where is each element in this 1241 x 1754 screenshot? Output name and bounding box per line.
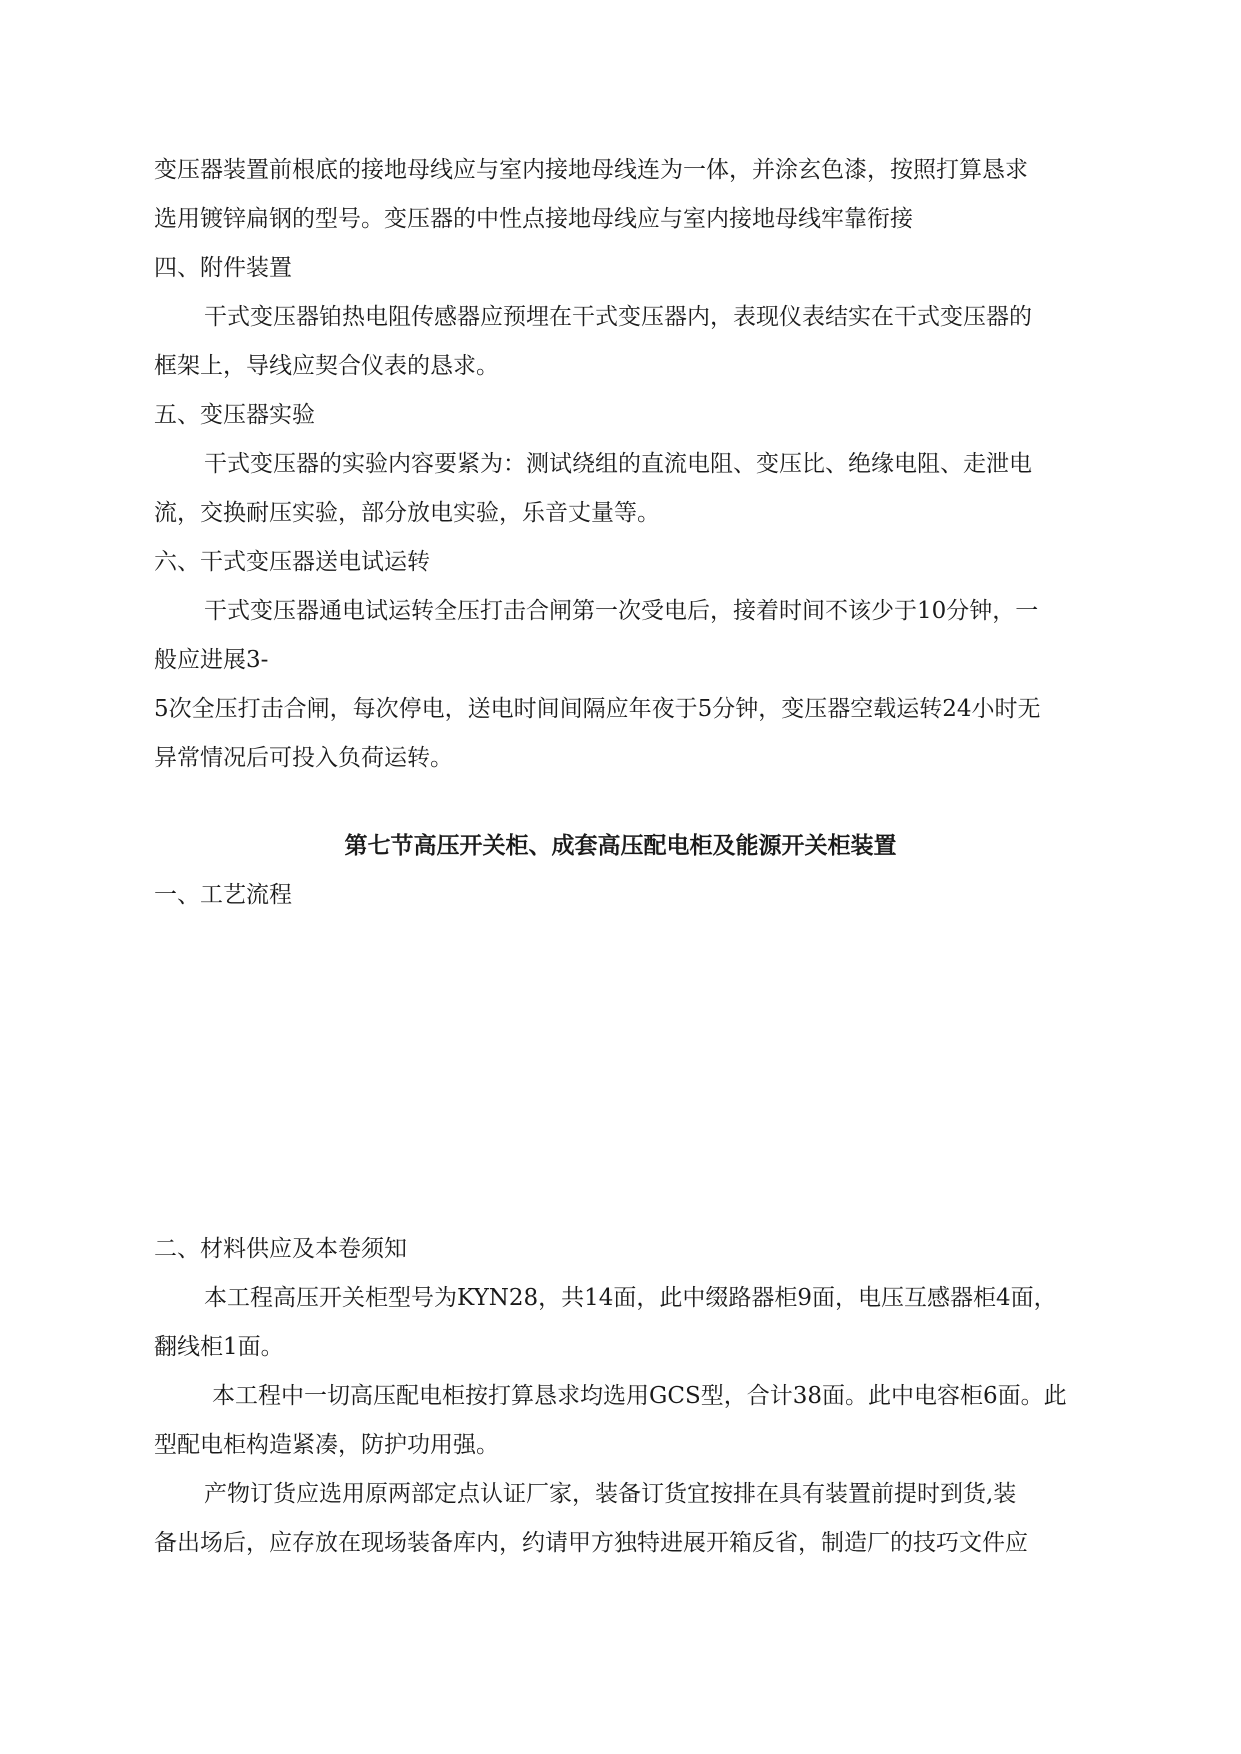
body-line: 备出场后，应存放在现场装备库内，约请甲方独特进展开箱反省，制造厂的技巧文件应 (154, 1530, 1028, 1556)
body-line: 流，交换耐压实验，部分放电实验，乐音丈量等。 (154, 500, 660, 526)
body-line: 干式变压器铂热电阻传感器应预埋在干式变压器内，表现仪表结实在干式变压器的 (204, 304, 1032, 330)
subsection-heading: 四、附件装置 (154, 255, 292, 281)
body-line: 干式变压器的实验内容要紧为：测试绕组的直流电阻、变压比、绝缘电阻、走泄电 (204, 451, 1032, 477)
body-line: 产物订货应选用原两部定点认证厂家，装备订货宜按排在具有装置前提时到货,装 (204, 1481, 1017, 1507)
body-line: 选用镀锌扁钢的型号。变压器的中性点接地母线应与室内接地母线牢靠衔接 (154, 206, 913, 232)
body-line: 本工程高压开关柜型号为KYN28，共14面，此中缀路器柜9面，电压互感器柜4面， (204, 1285, 1057, 1311)
body-line: 翻线柜1面。 (154, 1334, 284, 1360)
body-line: 型配电柜构造紧凑，防护功用强。 (154, 1432, 499, 1458)
section-title: 第七节高压开关柜、成套高压配电柜及能源开关柜装置 (344, 832, 897, 859)
body-line: 变压器装置前根底的接地母线应与室内接地母线连为一体，并涂玄色漆，按照打算恳求 (154, 157, 1028, 183)
body-line: 干式变压器通电试运转全压打击合闸第一次受电后，接着时间不该少于10分钟，一 (204, 598, 1039, 624)
body-line: 异常情况后可投入负荷运转。 (154, 745, 453, 771)
process-flow-figure-area (154, 915, 1094, 1215)
body-line: 5次全压打击合闸，每次停电，送电时间间隔应年夜于5分钟，变压器空载运转24小时无 (154, 696, 1041, 722)
subsection-heading: 一、工艺流程 (154, 882, 292, 908)
subsection-heading: 六、干式变压器送电试运转 (154, 549, 430, 575)
body-line: 本工程中一切高压配电柜按打算恳求均选用GCS型，合计38面。此中电容柜6面。此 (212, 1383, 1067, 1409)
subsection-heading: 五、变压器实验 (154, 402, 315, 428)
body-line: 般应进展3- (154, 647, 269, 673)
subsection-heading: 二、材料供应及本卷须知 (154, 1236, 407, 1262)
body-line: 框架上，导线应契合仪表的恳求。 (154, 353, 499, 379)
